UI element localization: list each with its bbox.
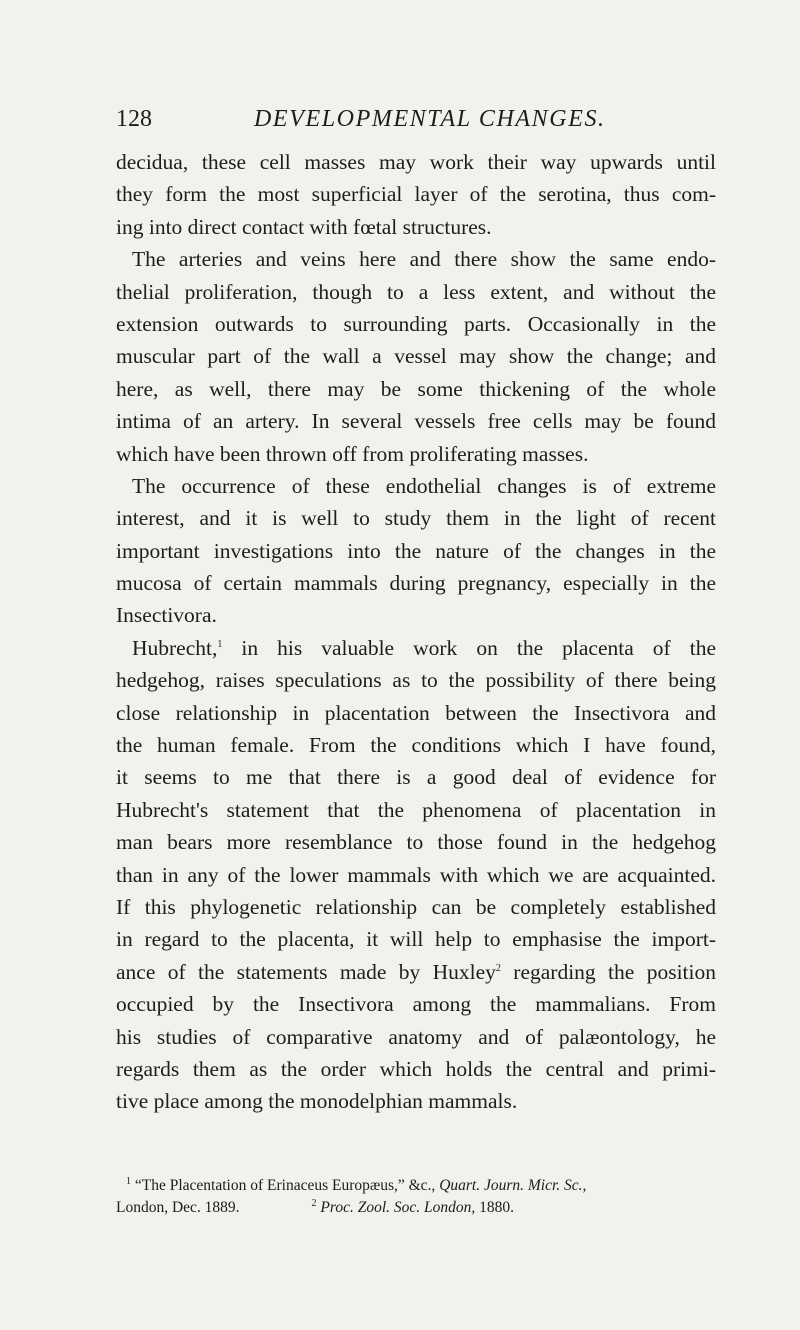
footnote-year: 1880. (479, 1199, 515, 1216)
text-fragment: regarding the position (500, 959, 716, 984)
footnote-1 (116, 1175, 716, 1197)
text-line: his studies of comparative anatomy and of palæontology, he (116, 1024, 716, 1049)
footnote-marker: 2 (311, 1197, 317, 1209)
text-line: occupied by the Insectivora among the mammalians. From (116, 992, 716, 1017)
footnote-text: “The Placentation of Erinaceus Europæus,” &c., (134, 1177, 436, 1194)
text-fragment: in his valuable work on the placenta of the (222, 635, 716, 660)
footnote-ref: 1 (217, 638, 223, 650)
footnotes (116, 1175, 716, 1219)
text-line: decidua, these cell masses may work their way upwards until (116, 150, 716, 174)
text-line: the human female. From the conditions which I have found, (116, 733, 716, 758)
text-line: than in any of the lower mammals with which we are acquainted. (116, 862, 716, 887)
footnote-place: London, Dec. 1889. (116, 1199, 240, 1216)
footnote-line (116, 1197, 716, 1219)
footnote-journal: Proc. Zool. Soc. London, (320, 1199, 476, 1216)
text-line: intima of an artery. In several vessels free cells may be found (116, 409, 716, 434)
text-line: in regard to the placenta, it will help to emphasise the import- (116, 927, 716, 952)
text-line: hedgehog, raises speculations as to the possibility of there being (116, 668, 716, 693)
text-line: important investigations into the nature of the changes in the (116, 538, 716, 563)
text-line: muscular part of the wall a vessel may show the change; and (116, 344, 716, 369)
text-fragment: Hubrecht, (132, 635, 218, 660)
footnote-marker: 1 (126, 1175, 131, 1187)
text-line: The arteries and veins here and there show the same endo- (132, 247, 716, 272)
footnote-ref: 2 (495, 962, 501, 974)
text-line: interest, and it is well to study them in the light of recent (116, 506, 716, 531)
text-line (116, 632, 716, 664)
text-line: If this phylogenetic relationship can be completely established (116, 894, 716, 919)
text-line (116, 956, 716, 988)
text-line: mucosa of certain mammals during pregnancy, especially in the (116, 571, 716, 596)
text-line: regards them as the order which holds the central and primi- (116, 1056, 716, 1081)
footnote-journal: Quart. Journ. Micr. Sc., (439, 1177, 587, 1194)
text-line: The occurrence of these endothelial changes is of extreme (132, 473, 716, 498)
text-line: which have been thrown off from proliferating masses. (116, 441, 589, 466)
page-header (116, 106, 716, 138)
text-line: man bears more resemblance to those found in the hedgehog (116, 830, 716, 855)
text-line: tive place among the monodelphian mammals. (116, 1089, 518, 1114)
text-fragment: ance of the statements made by Huxley (116, 959, 496, 984)
text-line: they form the most superficial layer of the serotina, thus com- (116, 182, 716, 207)
text-line: close relationship in placentation between the Insectivora and (116, 700, 716, 725)
text-line: ing into direct contact with fœtal structures. (116, 214, 492, 239)
text-line: here, as well, there may be some thickening of the whole (116, 376, 716, 401)
body-text (116, 146, 716, 1118)
text-line: thelial proliferation, though to a less extent, and without the (116, 279, 716, 304)
text-line: Hubrecht's statement that the phenomena of placentation in (116, 797, 716, 822)
text-line: Insectivora. (116, 603, 217, 628)
running-title: DEVELOPMENTAL CHANGES. (254, 106, 606, 132)
text-line: it seems to me that there is a good deal of evidence for (116, 765, 716, 790)
text-line: extension outwards to surrounding parts. Occasionally in the (116, 311, 716, 336)
page-number: 128 (116, 106, 152, 132)
